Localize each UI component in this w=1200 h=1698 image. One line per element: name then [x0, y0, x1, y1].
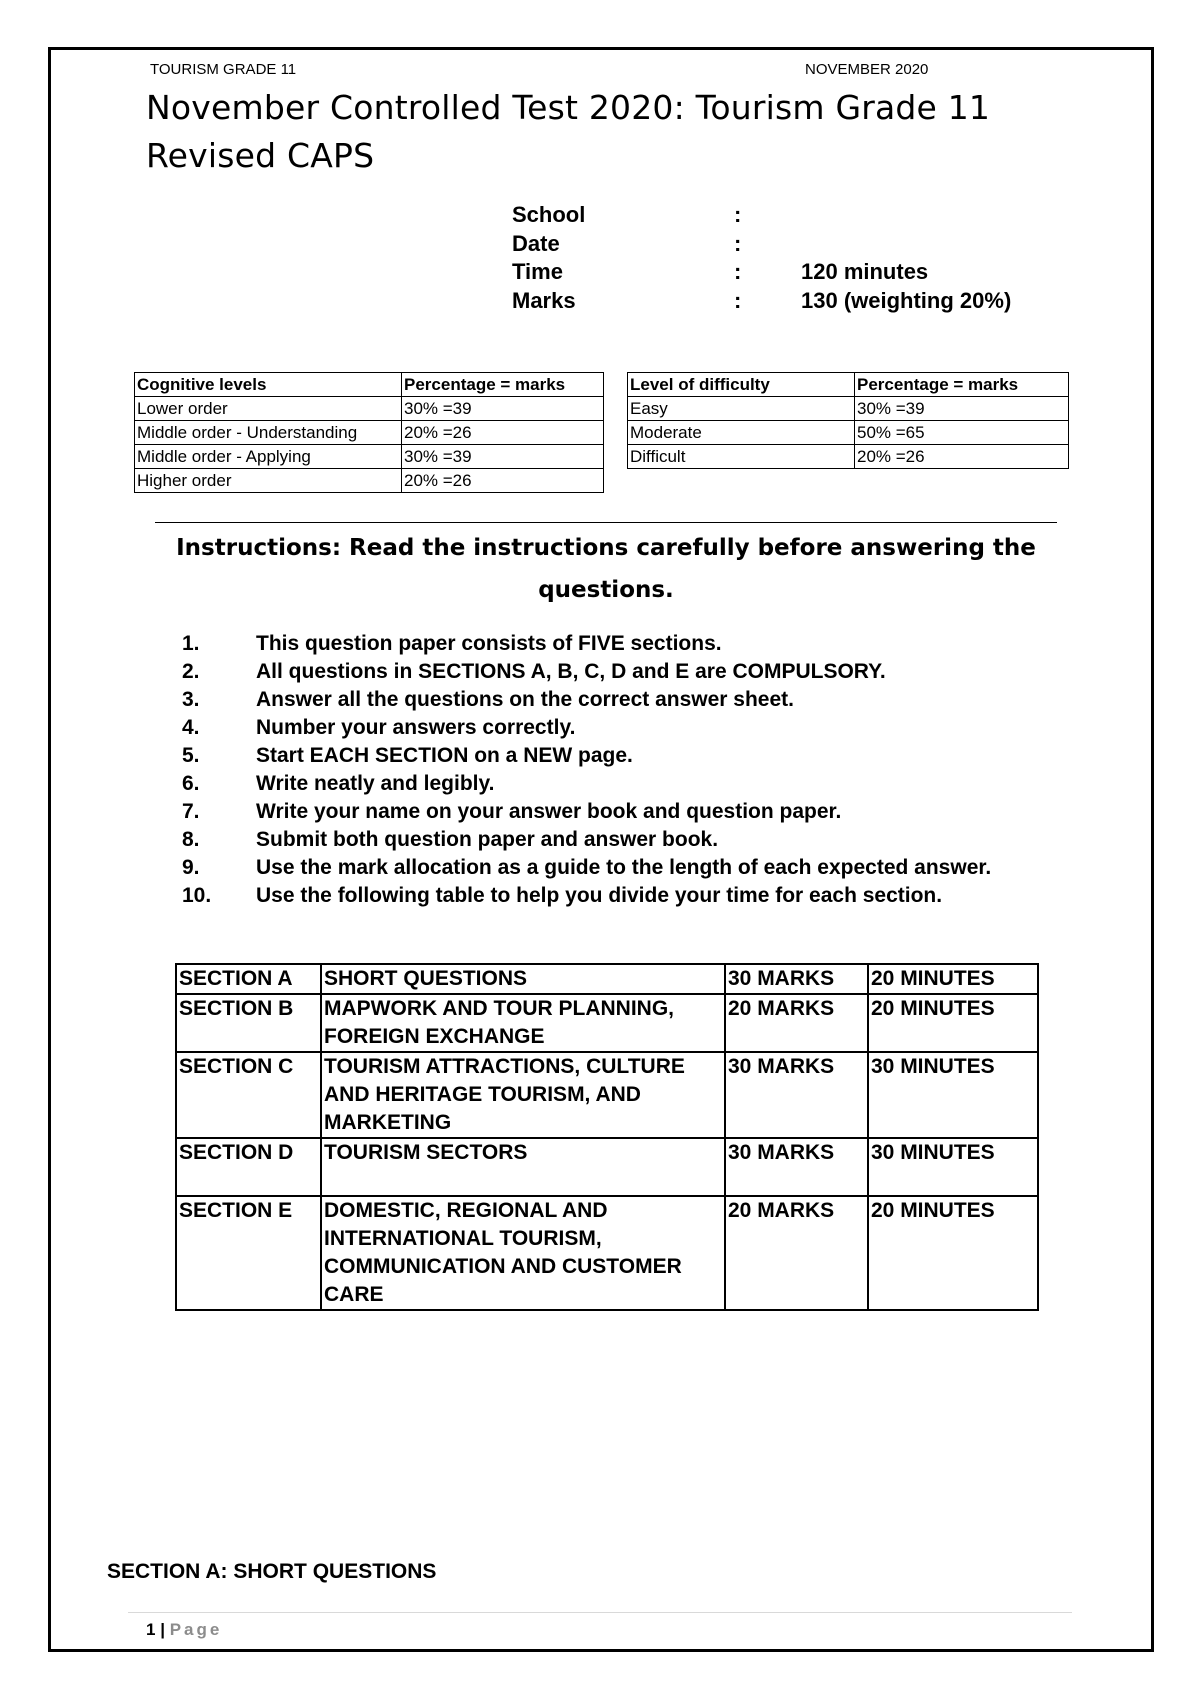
table-header-cell: Cognitive levels	[135, 373, 402, 397]
list-text: Answer all the questions on the correct answer sheet.	[256, 688, 794, 711]
list-text: Submit both question paper and answer book.	[256, 828, 719, 851]
page-title: November Controlled Test 2020: Tourism Grade 11 Revised CAPS	[146, 88, 991, 175]
section-time: 20 MINUTES	[868, 1196, 1038, 1310]
list-number: 3.	[182, 688, 200, 711]
section-name: SECTION D	[176, 1138, 321, 1196]
list-text: Write neatly and legibly.	[256, 772, 495, 795]
section-name: SECTION B	[176, 994, 321, 1052]
table-header-row	[135, 373, 604, 397]
section-topic: SHORT QUESTIONS	[321, 964, 725, 994]
list-text: This question paper consists of FIVE sections.	[256, 632, 722, 655]
sections-table	[175, 963, 1039, 1311]
header-date: NOVEMBER 2020	[805, 61, 929, 78]
table-row	[135, 469, 604, 493]
section-marks: 30 MARKS	[725, 1138, 868, 1196]
footer-separator: |	[160, 1620, 165, 1639]
section-name: SECTION E	[176, 1196, 321, 1310]
table-cell: Lower order	[135, 397, 402, 421]
table-header-row	[628, 373, 1069, 397]
info-colon: :	[734, 259, 742, 284]
page-word: Page	[169, 1620, 223, 1639]
section-time: 20 MINUTES	[868, 994, 1038, 1052]
table-row	[628, 445, 1069, 469]
table-cell: 50% =65	[855, 421, 1069, 445]
table-cell: 30% =39	[402, 445, 604, 469]
table-cell: 20% =26	[855, 445, 1069, 469]
header-subject: TOURISM GRADE 11	[150, 61, 297, 78]
section-topic: MAPWORK AND TOUR PLANNING, FOREIGN EXCHANGE	[321, 994, 725, 1052]
table-row	[176, 1138, 1038, 1196]
section-name: SECTION C	[176, 1052, 321, 1138]
info-value: 130 (weighting 20%)	[801, 287, 1012, 313]
info-colon: :	[734, 202, 742, 227]
section-marks: 20 MARKS	[725, 994, 868, 1052]
list-item	[182, 742, 1082, 770]
list-number: 6.	[182, 772, 200, 795]
instructions-list	[182, 630, 1082, 910]
list-text: Use the following table to help you divide your time for each section.	[256, 884, 943, 907]
table-cell: Middle order - Understanding	[135, 421, 402, 445]
table-cell: 20% =26	[402, 421, 604, 445]
table-header-cell: Percentage = marks	[402, 373, 604, 397]
section-time: 30 MINUTES	[868, 1052, 1038, 1138]
list-number: 10.	[182, 884, 212, 907]
list-text: All questions in SECTIONS A, B, C, D and E are COMPULSORY.	[256, 660, 886, 683]
list-number: 1.	[182, 632, 200, 655]
table-row	[135, 397, 604, 421]
table-row	[628, 397, 1069, 421]
table-cell: 20% =26	[402, 469, 604, 493]
divider	[155, 522, 1057, 523]
page-number: 1	[146, 1620, 156, 1639]
table-cell: Moderate	[628, 421, 855, 445]
info-label: School	[512, 202, 586, 227]
list-item	[182, 630, 1082, 658]
section-marks: 30 MARKS	[725, 1052, 868, 1138]
list-number: 5.	[182, 744, 200, 767]
list-text: Number your answers correctly.	[256, 716, 576, 739]
list-number: 7.	[182, 800, 200, 823]
list-number: 8.	[182, 828, 200, 851]
table-header-cell: Percentage = marks	[855, 373, 1069, 397]
table-cell: 30% =39	[402, 397, 604, 421]
table-row	[628, 421, 1069, 445]
instructions-heading: Instructions: Read the instructions carefully before answering the questions.	[176, 535, 1036, 603]
table-cell: 30% =39	[855, 397, 1069, 421]
list-item	[182, 714, 1082, 742]
info-colon: :	[734, 287, 742, 313]
section-name: SECTION A	[176, 964, 321, 994]
section-a-heading: SECTION A: SHORT QUESTIONS	[107, 1560, 437, 1583]
info-value: 120 minutes	[801, 259, 929, 284]
table-cell: Difficult	[628, 445, 855, 469]
list-text: Use the mark allocation as a guide to the length of each expected answer.	[256, 856, 992, 879]
section-time: 30 MINUTES	[868, 1138, 1038, 1196]
table-row	[135, 445, 604, 469]
list-text: Write your name on your answer book and question paper.	[256, 800, 842, 823]
list-item	[182, 882, 1082, 910]
info-label: Marks	[512, 287, 576, 313]
info-colon: :	[734, 230, 742, 256]
list-text: Start EACH SECTION on a NEW page.	[256, 744, 633, 767]
info-label: Time	[512, 259, 563, 284]
footer-divider	[128, 1612, 1072, 1613]
list-item	[182, 798, 1082, 826]
table-row	[176, 1052, 1038, 1138]
list-item	[182, 770, 1082, 798]
list-item	[182, 686, 1082, 714]
section-marks: 20 MARKS	[725, 1196, 868, 1310]
list-item	[182, 658, 1082, 686]
table-row	[176, 994, 1038, 1052]
section-topic: TOURISM SECTORS	[321, 1138, 725, 1196]
section-topic: TOURISM ATTRACTIONS, CULTURE AND HERITAGE TOURISM, AND MARKETING	[321, 1052, 725, 1138]
info-label: Date	[512, 230, 560, 256]
section-marks: 30 MARKS	[725, 964, 868, 994]
table-header-cell: Level of difficulty	[628, 373, 855, 397]
section-topic: DOMESTIC, REGIONAL AND INTERNATIONAL TOURISM, COMMUNICATION AND CUSTOMER CARE	[321, 1196, 725, 1310]
list-number: 9.	[182, 856, 200, 879]
list-item	[182, 826, 1082, 854]
table-row	[176, 1196, 1038, 1310]
table-row	[135, 421, 604, 445]
section-time: 20 MINUTES	[868, 964, 1038, 994]
table-row	[176, 964, 1038, 994]
cognitive-levels-table	[134, 372, 604, 493]
page-footer	[146, 1620, 222, 1640]
table-cell: Middle order - Applying	[135, 445, 402, 469]
table-cell: Easy	[628, 397, 855, 421]
list-number: 4.	[182, 716, 200, 739]
list-item	[182, 854, 1082, 882]
difficulty-table	[627, 372, 1069, 469]
list-number: 2.	[182, 660, 200, 683]
table-cell: Higher order	[135, 469, 402, 493]
